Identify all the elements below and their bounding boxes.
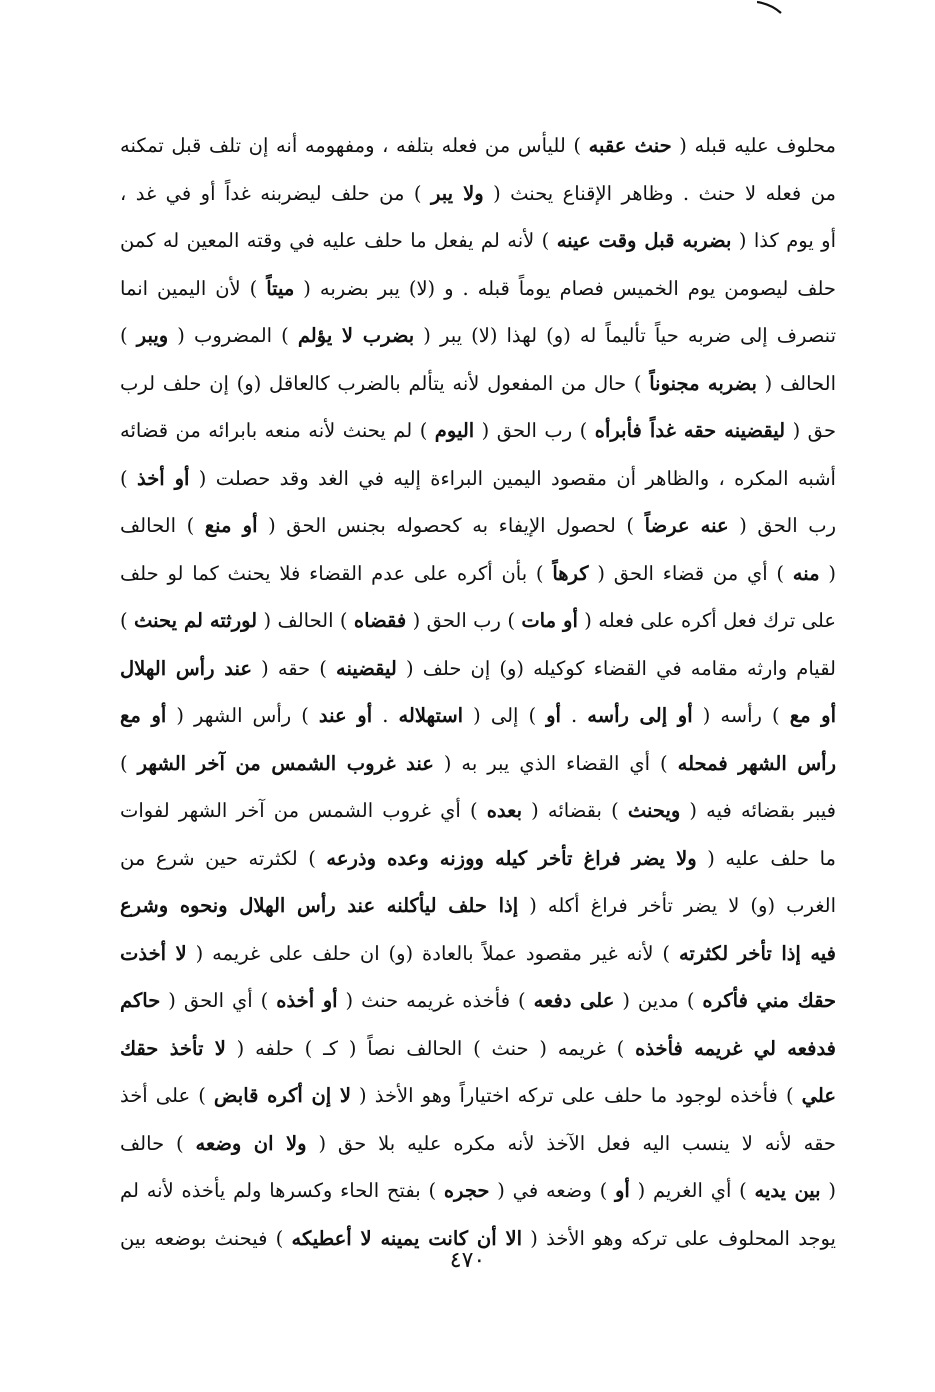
text-segment: ) لم يحنث لأنه منعه بابرائه من قضائه: [120, 419, 435, 442]
text-line: [120, 1167, 836, 1215]
text-segment: حق (: [785, 419, 836, 442]
text-segment: فيبر بقضائه فيه (: [680, 799, 836, 822]
bold-segment: عنه عرضاً: [644, 514, 729, 537]
text-segment: ) أي القضاء الذي يبر به (: [433, 751, 678, 775]
text-segment: ) لكثرته حين شرع من: [120, 846, 327, 870]
text-segment: ) رأسه (: [692, 704, 790, 727]
text-line: [120, 1072, 836, 1120]
text-segment: أشبه المكره ، والظاهر أن مقصود اليمين البراءة إليه في الغد وقد حصلت (: [189, 466, 836, 490]
bold-segment: أو: [546, 704, 561, 727]
text-segment: ) حال من المفعول لأنه يتألم بالضرب كالعاقل (و) إن حلف لرب: [120, 371, 650, 395]
text-line: [120, 360, 836, 408]
text-segment: لقيام وارثه مقامه في القضاء كوكيله (و) إن حلف (: [396, 656, 836, 680]
text-segment: تنصرف إلى ضربه حياً تأليماً له (و) لهذا (لا) يبر (: [414, 324, 836, 347]
text-segment: ما حلف عليه (: [696, 846, 836, 870]
text-segment: ) لأنه غير مقصود عملاً بالعادة (و) ان حلف على غريمه (: [186, 941, 679, 965]
bold-segment: منه: [792, 561, 820, 585]
bold-segment: فدفعه لي غريمه فأخذه: [635, 1036, 836, 1060]
text-line: [120, 1120, 836, 1168]
text-line: [120, 407, 836, 455]
text-segment: (: [819, 561, 836, 585]
text-segment: ) بقضائه (: [522, 799, 628, 822]
text-segment: ) رأس الشهر (: [166, 704, 319, 727]
bold-segment: لا إن أكره قابض: [213, 1084, 351, 1107]
bold-segment: استهلاله: [398, 704, 464, 727]
text-segment: ) إلى (: [463, 704, 547, 727]
text-segment: ): [120, 609, 134, 632]
text-segment: ) من حلف ليضربنه غداً أو في غد ،: [120, 181, 431, 205]
text-segment: ) أي من قضاء الحق (: [588, 561, 793, 585]
bold-segment: ويبر: [136, 324, 169, 347]
text-line: [120, 787, 836, 835]
text-segment: ) حالف: [120, 1131, 196, 1155]
text-segment: محلوف عليه قبله (: [671, 134, 836, 157]
text-line: [120, 977, 836, 1025]
text-segment: الحالف (: [756, 371, 836, 395]
bold-segment: أو مع: [789, 704, 836, 727]
text-line: [120, 597, 836, 645]
text-line: [120, 740, 836, 788]
bold-segment: لا تأخذ حقك: [120, 1036, 226, 1060]
bold-segment: ليقضينه حقه غداً فأبرأه: [594, 419, 786, 442]
text-segment: على ترك فعل أكره على فعله (: [577, 609, 836, 632]
text-segment: الغرب (و) لا يضر تأخر فراغ أكله (: [518, 894, 836, 917]
text-segment: ) وضعه في (: [489, 1179, 615, 1202]
page-body: [120, 122, 836, 1262]
bold-segment: أو أخذ: [136, 466, 190, 490]
text-segment: ) لليأس من فعله بتلفه ، ومفهومه أنه إن تلف قبل تمكنه: [120, 134, 589, 157]
bold-segment: ولا يضر فراغ تأخر كيله ووزنه وعده وذرعه: [326, 846, 697, 870]
text-segment: ) مدين (: [614, 989, 703, 1012]
text-line: [120, 882, 836, 930]
bold-segment: أو إلى رأسه: [587, 704, 693, 727]
text-segment: ) فيحنث بوضعه بين: [120, 1226, 292, 1250]
corner-mark-icon: [757, 0, 783, 14]
text-line: [120, 170, 836, 218]
text-line: [120, 692, 836, 740]
text-segment: ) المضروب (: [168, 324, 298, 347]
bold-segment: عند رأس الهلال: [120, 656, 252, 680]
text-line: [120, 550, 836, 598]
text-line: [120, 265, 836, 313]
bold-segment: ميتاً: [266, 276, 295, 300]
bold-segment: رأس الشهر فمحله: [677, 751, 836, 775]
text-segment: ) أي الغريم (: [629, 1179, 755, 1202]
text-segment: رب الحق (: [728, 514, 836, 537]
bold-segment: ويحنث: [627, 799, 681, 822]
text-segment: ) حقه (: [251, 656, 337, 680]
bold-segment: بضربه مجنوناً: [649, 371, 757, 395]
text-segment: ) الحالف (: [257, 609, 354, 632]
bold-segment: أو أخذه: [276, 989, 338, 1012]
text-line: [120, 930, 836, 978]
bold-segment: أو عند: [318, 704, 373, 727]
text-segment: ) الحالف: [120, 514, 205, 537]
bold-segment: ولا يبر: [430, 181, 484, 205]
bold-segment: بضربه قبل وقت عينه: [556, 229, 732, 252]
text-segment: حقه لأنه لا ينسب اليه فعل الآخذ لأنه مكره عليه بلا حق (: [306, 1131, 836, 1155]
text-segment: ) بفتح الحاء وكسرها ولم يأخذه لأنه لم: [120, 1179, 444, 1202]
text-line: [120, 455, 836, 503]
bold-segment: لا أخذت: [120, 941, 187, 965]
text-segment: ) أي غروب الشمس من آخر الشهر لفوات: [120, 799, 487, 822]
bold-segment: إذا حلف ليأكلنه عند رأس الهلال ونحوه وشرع: [120, 894, 519, 917]
text-line: [120, 312, 836, 360]
text-segment: ) لأنه لم يفعل ما حلف عليه في وقته المعين له كمن: [120, 229, 557, 252]
bold-segment: أو مع: [120, 704, 167, 727]
text-line: [120, 1025, 836, 1073]
bold-segment: حقك مني فأكره: [702, 989, 836, 1012]
bold-segment: على دفعه: [533, 989, 615, 1012]
bold-segment: أو: [614, 1179, 630, 1202]
text-segment: ): [120, 751, 138, 775]
page-number: ٤٧٠: [449, 1248, 486, 1273]
bold-segment: حجره: [443, 1179, 490, 1202]
bold-segment: لورثته لم يحنث: [134, 609, 258, 632]
text-line: [120, 122, 836, 170]
text-segment: .: [560, 704, 588, 727]
bold-segment: ليقضينه: [336, 656, 397, 680]
bold-segment: حاكم: [120, 989, 161, 1012]
text-segment: (: [820, 1179, 836, 1202]
text-segment: ) بأن أكره على عدم القضاء فلا يحنث كما لو حلف: [120, 561, 553, 585]
bold-segment: أو مات: [521, 609, 578, 632]
bold-segment: فقضاه: [353, 609, 407, 632]
text-segment: يوجد المحلوف على تركه وهو الأخذ (: [522, 1226, 836, 1250]
bold-segment: بين يديه: [754, 1179, 821, 1202]
bold-segment: اليوم: [434, 419, 475, 442]
text-line: [120, 645, 836, 693]
text-segment: أو يوم كذا (: [731, 229, 836, 252]
text-segment: من فعله لا حنث . وظاهر الإقناع يحنث (: [483, 181, 836, 205]
text-segment: ) فأخذه لوجود ما حلف على تركه اختياراً وهو الأخذ (: [350, 1084, 802, 1107]
text-segment: ) رب الحق (: [406, 609, 522, 632]
bold-segment: علي: [801, 1084, 836, 1107]
text-segment: ) فأخذه غريمه حنث (: [337, 989, 534, 1012]
text-segment: .: [372, 704, 399, 727]
text-segment: ) رب الحق (: [474, 419, 595, 442]
text-segment: حلف ليصومن يوم الخميس فصام يوماً قبله . و (لا) يبر بضربه (: [294, 276, 836, 300]
bold-segment: عند غروب الشمس من آخر الشهر: [137, 751, 434, 775]
text-segment: ) على أخذ: [120, 1084, 214, 1107]
bold-segment: كرهاً: [552, 561, 589, 585]
bold-segment: أو منع: [204, 514, 258, 537]
text-segment: ) لأن اليمين انما: [120, 276, 267, 300]
bold-segment: حنث عقبه: [588, 134, 672, 157]
text-segment: ) غريمه ( حنث ) الحالف نصاً ( كـ ) حلفه (: [225, 1036, 636, 1060]
bold-segment: الا أن كانت يمينه لا أعطيكه: [291, 1226, 522, 1250]
bold-segment: بضرب لا يؤلم: [297, 324, 415, 347]
text-segment: ): [120, 324, 137, 347]
bold-segment: بعده: [486, 799, 523, 822]
text-line: [120, 835, 836, 883]
bold-segment: فيه إذا تأخر لكثرته: [678, 941, 836, 965]
text-line: [120, 502, 836, 550]
text-segment: ) أي الحق (: [160, 989, 277, 1012]
text-segment: ) لحصول الإيفاء به كحصوله بجنس الحق (: [257, 514, 645, 537]
text-line: [120, 217, 836, 265]
bold-segment: ولا ان وضعه: [195, 1131, 307, 1155]
text-segment: ): [120, 466, 137, 490]
